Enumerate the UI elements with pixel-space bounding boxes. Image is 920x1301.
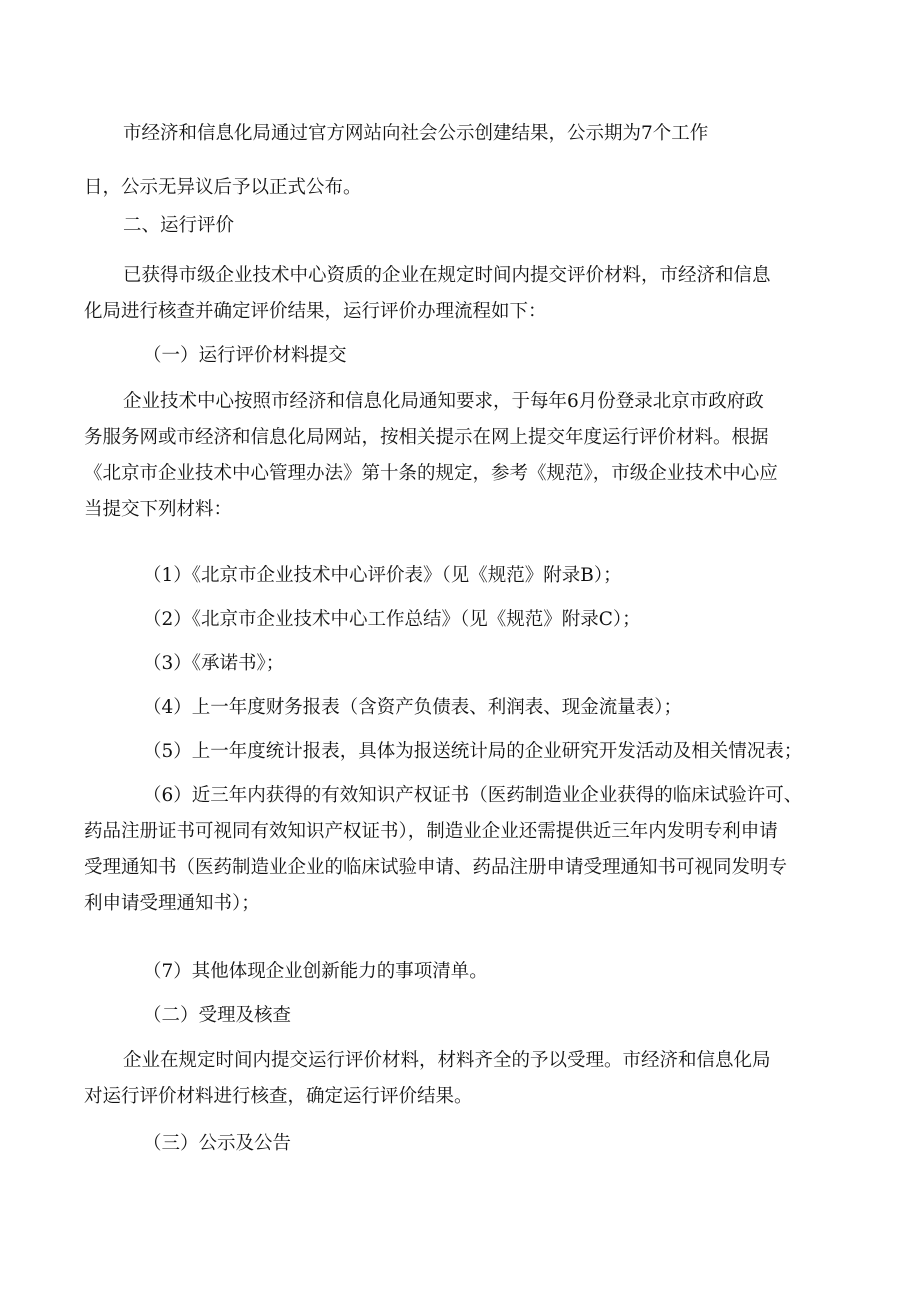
text-line: 利申请受理通知书）； (84, 893, 260, 914)
text-line: 市经济和信息化局通过官方网站向社会公示创建结果，公示期为7个工作 (123, 123, 709, 144)
text-line: 受理通知书（医药制造业企业的临床试验申请、药品注册申请受理通知书可视同发明专 (84, 857, 788, 878)
list-item-text: （6）近三年内获得的有效知识产权证书（医药制造业企业获得的临床试验许可、 (143, 785, 803, 806)
subheading-material-submission (84, 338, 840, 374)
list-item (84, 558, 840, 594)
text-line: 药品注册证书可视同有效知识产权证书），制造业企业还需提供近三年内发明专利申请 (84, 821, 778, 842)
list-item-text: （4）上一年度财务报表（含资产负债表、利润表、现金流量表）； (143, 697, 683, 718)
section-heading-operation-evaluation (84, 208, 840, 244)
paragraph-evaluation-intro (84, 258, 840, 330)
subheading-publicity-announcement (84, 1126, 840, 1162)
list-item-text: （7）其他体现企业创新能力的事项清单。 (143, 961, 488, 982)
list-item (84, 778, 840, 922)
paragraph-publicity-cont (84, 170, 840, 206)
text-line: 企业技术中心按照市经济和信息化局通知要求，于每年6月份登录北京市政府政 (123, 391, 764, 412)
paragraph-submission-requirements (84, 384, 840, 528)
text-line: 化局进行核查并确定评价结果，运行评价办理流程如下： (84, 301, 547, 322)
text-line: 日，公示无异议后予以正式公布。 (84, 177, 362, 198)
paragraph-acceptance (84, 1043, 840, 1115)
text-line: 当提交下列材料： (84, 499, 233, 520)
list-item (84, 602, 840, 638)
text-line: 对运行评价材料进行核查，确定运行评价结果。 (84, 1086, 473, 1107)
subheading-acceptance-review (84, 998, 840, 1034)
heading-text: 二、运行评价 (123, 215, 235, 236)
list-item (84, 690, 840, 726)
heading-text: （三）公示及公告 (143, 1133, 292, 1154)
list-item (84, 734, 840, 770)
paragraph-publicity (84, 116, 840, 152)
list-item-text: （3）《承诺书》； (143, 653, 285, 674)
list-item-text: （5）上一年度统计报表，具体为报送统计局的企业研究开发活动及相关情况表； (143, 741, 803, 762)
list-item (84, 646, 840, 682)
list-item (84, 954, 840, 990)
heading-text: （一）运行评价材料提交 (143, 345, 347, 366)
text-line: 企业在规定时间内提交运行评价材料，材料齐全的予以受理。市经济和信息化局 (123, 1050, 771, 1071)
list-item-text: （1）《北京市企业技术中心评价表》（见《规范》附录B）； (143, 565, 622, 586)
list-item-text: （2）《北京市企业技术中心工作总结》（见《规范》附录C）； (143, 609, 641, 630)
text-line: 务服务网或市经济和信息化局网站，按相关提示在网上提交年度运行评价材料。根据 (84, 427, 769, 448)
text-line: 《北京市企业技术中心管理办法》第十条的规定，参考《规范》，市级企业技术中心应 (84, 463, 778, 484)
text-line: 已获得市级企业技术中心资质的企业在规定时间内提交评价材料，市经济和信息 (123, 265, 771, 286)
heading-text: （二）受理及核查 (143, 1005, 292, 1026)
